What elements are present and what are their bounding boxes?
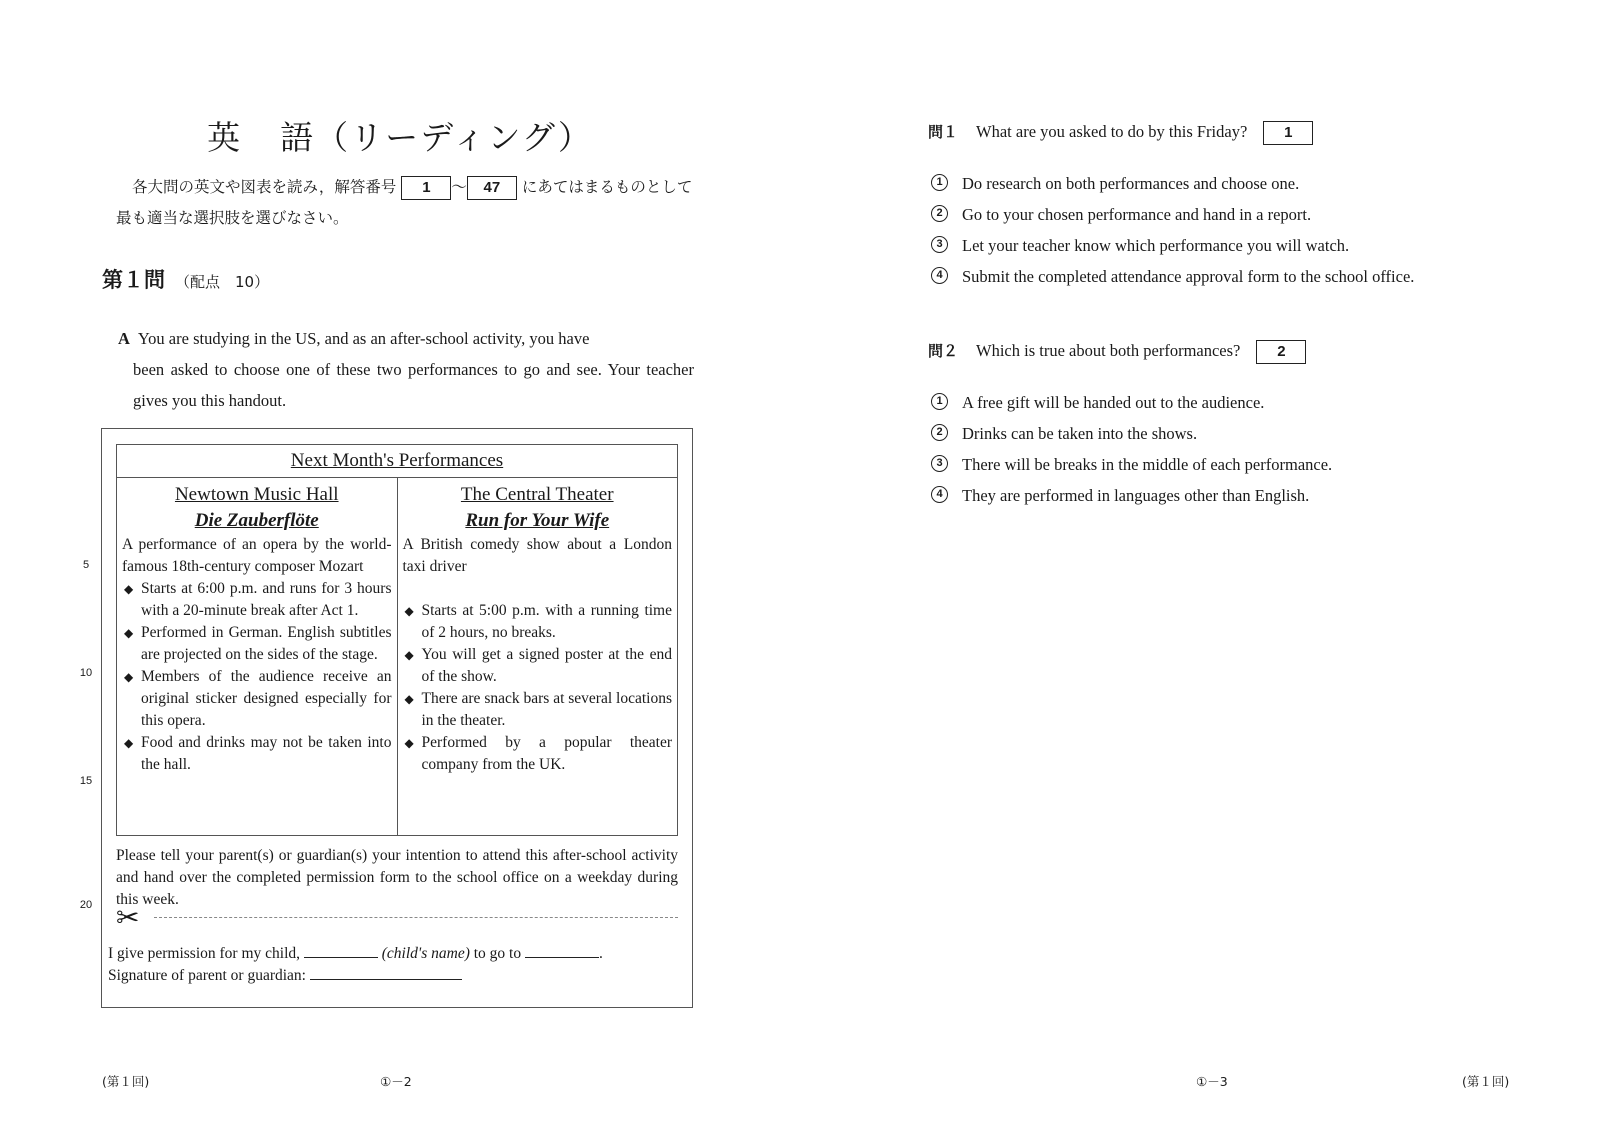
option-item[interactable]: [928, 387, 1528, 418]
footer-page-number: ①－2: [380, 1074, 412, 1089]
option-item[interactable]: [928, 480, 1528, 511]
question-label: 問１: [928, 123, 959, 141]
option-text: Go to your chosen performance and hand in a report.: [962, 205, 1312, 225]
permission-text-b: to go to: [473, 945, 522, 962]
signature-blank[interactable]: [310, 965, 462, 980]
option-text: They are performed in languages other than English.: [962, 486, 1310, 506]
line-number: 10: [79, 667, 93, 679]
answer-box-last: 47: [467, 176, 517, 200]
intro-line1: You are studying in the US, and as an after-school activity, you have: [137, 329, 590, 348]
option-item[interactable]: [928, 261, 1528, 292]
question-1-stem: [928, 119, 1528, 145]
option-item[interactable]: [928, 418, 1528, 449]
show-description: A British comedy show about a London taxi driver: [402, 536, 672, 575]
instructions-after: にあてはまるものとして最も適当な選択肢を選びなさい。: [116, 178, 693, 227]
answer-box: 2: [1256, 340, 1306, 364]
feature-list: [122, 578, 392, 776]
option-text: Do research on both performances and choose one.: [962, 174, 1300, 194]
answer-box: 1: [1263, 121, 1313, 145]
option-number-icon: 4: [931, 486, 948, 503]
venue-name: Newtown Music Hall: [174, 484, 339, 505]
feature-item: ◆ There are snack bars at several locations in the theater.: [403, 688, 673, 732]
permission-text-a: I give permission for my child,: [108, 945, 300, 962]
page-title: [190, 112, 610, 159]
show-title: Run for Your Wife: [465, 510, 610, 531]
option-number-icon: 2: [931, 205, 948, 222]
feature-item: ◆ Members of the audience receive an original sticker designed especially for this opera.: [122, 666, 392, 732]
feature-item: ◆ Food and drinks may not be taken into the hall.: [122, 732, 392, 776]
venue-name: The Central Theater: [460, 484, 614, 505]
instructions-before: 各大問の英文や図表を読み，解答番号: [132, 178, 397, 196]
title-part1: 英: [207, 118, 243, 157]
options-list: [928, 387, 1528, 511]
performances-table: [116, 444, 678, 836]
performance-blank[interactable]: [525, 943, 599, 958]
scissors-icon: ✂: [116, 901, 140, 934]
child-name-hint: (child's name): [381, 945, 470, 962]
child-name-blank[interactable]: [304, 943, 378, 958]
left-performance: [117, 478, 397, 836]
question-1: [928, 119, 1528, 292]
table-heading: [117, 445, 677, 478]
show-title: Die Zauberflöte: [194, 510, 319, 531]
section-label: A: [118, 329, 130, 348]
feature-item: ◆ Starts at 5:00 p.m. with a running time of 2 hours, no breaks.: [403, 600, 673, 644]
feature-list: [403, 600, 673, 776]
intro-text: [118, 323, 694, 416]
intro-rest: been asked to choose one of these two performances to go and see. Your teacher gives you this handout.: [133, 360, 694, 410]
dashed-divider: [154, 917, 678, 918]
question-2-stem: [928, 338, 1528, 364]
option-item[interactable]: [928, 168, 1528, 199]
table-heading-text: Next Month's Performances: [290, 450, 504, 471]
title-part2: 語（リーディング）: [280, 118, 593, 157]
footer-page-number: ①－3: [1196, 1074, 1228, 1089]
question-2: [928, 338, 1528, 511]
question-heading: [102, 264, 269, 294]
options-list: [928, 168, 1528, 292]
line-number: 20: [79, 899, 93, 911]
feature-item: ◆ Performed in German. English subtitles are projected on the sides of the stage.: [122, 622, 392, 666]
option-text: A free gift will be handed out to the audience.: [962, 393, 1265, 413]
option-text: Submit the completed attendance approval form to the school office.: [962, 267, 1415, 287]
handout-note: Please tell your parent(s) or guardian(s) your intention to attend this after-school activity and hand over the completed permission form to the school office on a weekday during this week.: [116, 847, 678, 908]
line-number: 5: [82, 559, 90, 571]
footer-exam-round: (第１回): [102, 1074, 150, 1089]
question-points: （配点 10）: [175, 273, 270, 291]
footer-exam-round: (第１回): [1462, 1074, 1510, 1089]
feature-item: ◆ You will get a signed poster at the end of the show.: [403, 644, 673, 688]
option-number-icon: 2: [931, 424, 948, 441]
option-number-icon: 1: [931, 393, 948, 410]
answer-box-first: 1: [401, 176, 451, 200]
option-number-icon: 3: [931, 455, 948, 472]
option-text: Drinks can be taken into the shows.: [962, 424, 1198, 444]
instructions: [116, 172, 696, 234]
cut-line: [116, 901, 678, 934]
handout: [101, 428, 693, 1008]
permission-period: .: [599, 945, 603, 962]
option-item[interactable]: [928, 449, 1528, 480]
line-number: 15: [79, 775, 93, 787]
instructions-tilde: 〜: [451, 178, 467, 196]
question-text: Which is true about both performances?: [976, 341, 1241, 360]
right-performance: [397, 478, 678, 836]
permission-form: [108, 943, 684, 987]
show-description: A performance of an opera by the world-famous 18th-century composer Mozart: [122, 536, 392, 575]
option-number-icon: 1: [931, 174, 948, 191]
feature-item: ◆ Performed by a popular theater company from the UK.: [403, 732, 673, 776]
option-number-icon: 4: [931, 267, 948, 284]
question-text: What are you asked to do by this Friday?: [976, 122, 1248, 141]
feature-item: ◆ Starts at 6:00 p.m. and runs for 3 hours with a 20-minute break after Act 1.: [122, 578, 392, 622]
question-number: 第１問: [102, 268, 165, 292]
signature-label: Signature of parent or guardian:: [108, 967, 306, 984]
question-label: 問２: [928, 342, 959, 360]
option-number-icon: 3: [931, 236, 948, 253]
option-text: Let your teacher know which performance you will watch.: [962, 236, 1350, 256]
option-item[interactable]: [928, 230, 1528, 261]
option-item[interactable]: [928, 199, 1528, 230]
option-text: There will be breaks in the middle of each performance.: [962, 455, 1333, 475]
